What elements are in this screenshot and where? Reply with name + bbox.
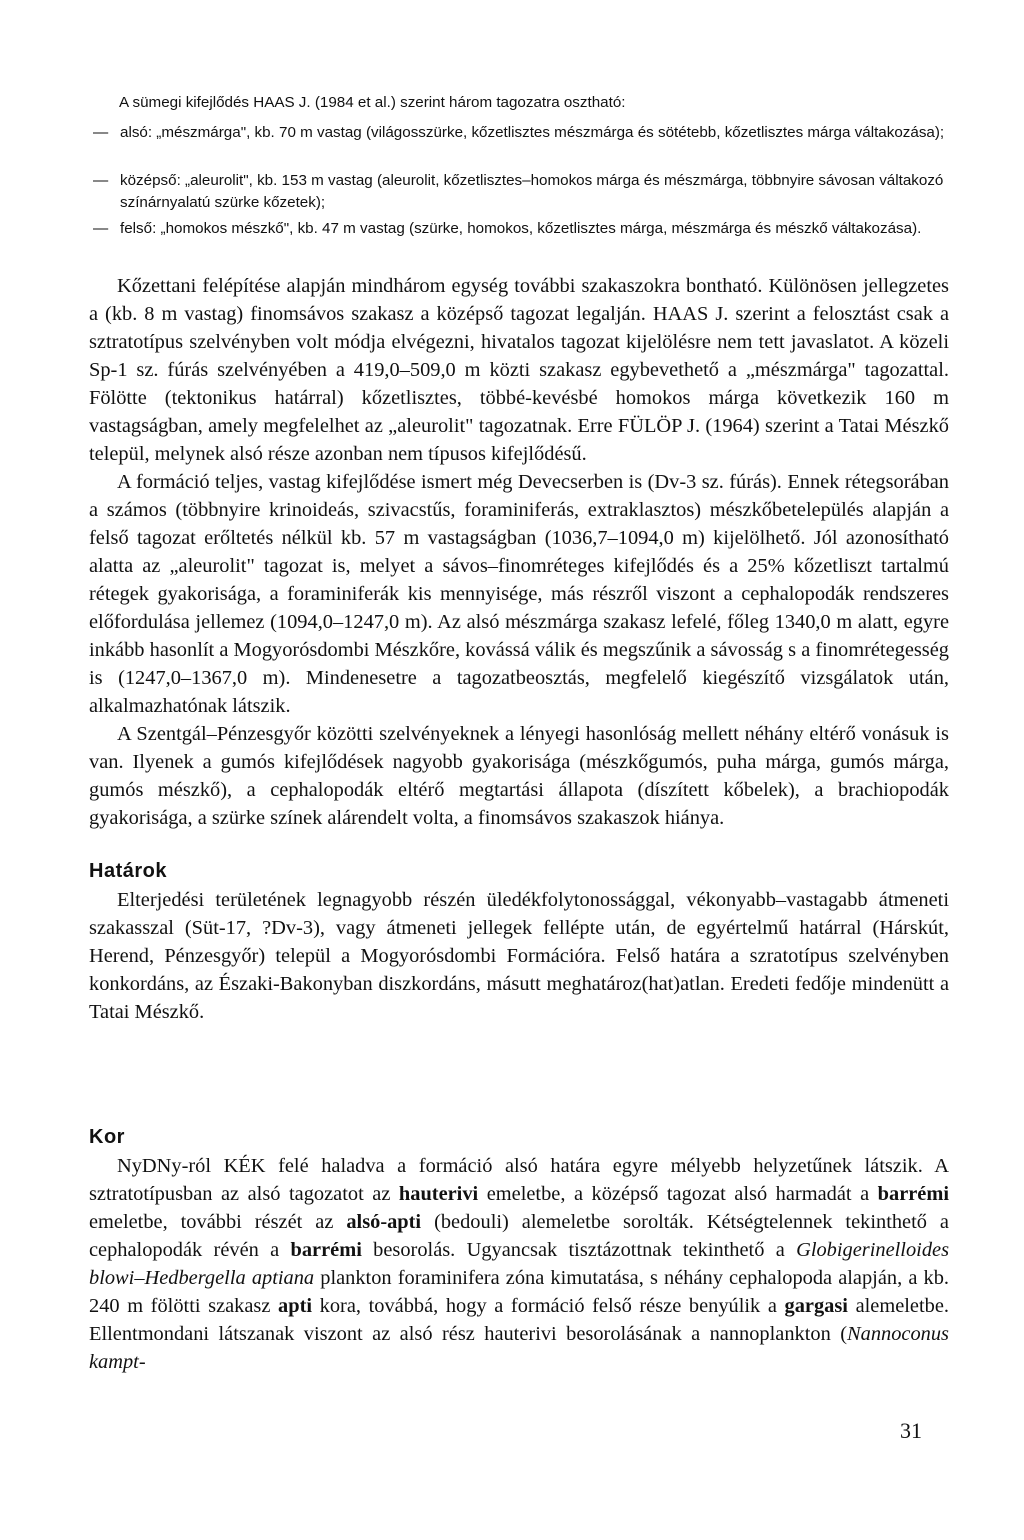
dash-bullet: — [93, 220, 109, 237]
paragraph: Kőzettani felépítése alapján mindhárom egység további szakaszokra bontható. Különösen jellegzetes a (kb. 8 m vastag) finomsávos szakasz a középső tagozat legalján. HAAS J. szerint a felosztást csak a sztratotípus szelvényben volt módja elvégezni, hivatalos tagozat kijelölésre nem tett javaslatot. A közeli Sp-1 sz. fúrás szelvényében a 419,0–509,0 m közti szakasz egybevethető a „mészmárga" tagozattal. Fölötte (tektonikus határral) kőzetlisztes, többé-kevésbé homokos márga következik 160 m vastagságban, amely megfelelhet az „aleurolit" tagozatnak. Erre FÜLÖP J. (1964) szerint a Tatai Mészkő települ, melynek alsó része azonban nem típusos kifejlődésű. [89, 275, 949, 465]
section-heading-kor: Kor [89, 1126, 125, 1148]
main-text [89, 272, 949, 832]
list-item-text: középső: „aleurolit", kb. 153 m vastag (aleurolit, kőzetlisztes–homokos márga és mészmárga, többnyire sávosan váltakozó színárnyalatú szürke kőzetek); [120, 172, 944, 211]
page-number: 31 [900, 1418, 922, 1443]
paragraph: A formáció teljes, vastag kifejlődése ismert még Devecserben is (Dv-3 sz. fúrás). Ennek rétegsorában a számos (többnyire krinoideás, szivacstűs, foraminiferás, extraklasztos) mészkőbetelepülés alapján a felső tagozat erőltetés nélkül kb. 57 m vastagságban (1036,7–1094,0 m) kijelölhető. Jól azonosítható alatta az „aleurolit" tagozat is, melyet a sávos–finomréteges kifejlődés és a 25% kőzetliszt tartalmú rétegek gyakorisága, a foraminiferák kis mennyisége, más részről viszont a cephalopodák rendszeres előfordulása jellemez (1094,0–1247,0 m). Az alsó mészmárga szakasz lefelé, főleg 1340,0 m alatt, egyre inkább hasonlít a Mogyorósdombi Mészkőre, kovássá válik és megszűnik a sávosság s a finomrétegesség is (1247,0–1367,0 m). Mindenesetre a tagozatbeosztás, megfelelő kiegészítő vizsgálatok után, alkalmazhatónak látszik. [89, 471, 949, 717]
paragraph: Elterjedési területének legnagyobb részén üledékfolytonossággal, vékonyabb–vastagabb átmeneti szakasszal (Süt-17, ?Dv-3), vagy átmeneti jellegek fellépte után, de egyértelmű határral (Hárskút, Herend, Pénzesgyőr) települ a Mogyorósdombi Formációra. Felső határa a szratotípus szelvényben konkordáns, az Északi-Bakonyban diszkordáns, másutt meghatároz(hat)atlan. Eredeti fedője mindenütt a Tatai Mészkő. [89, 889, 949, 1023]
paragraph-kor: NyDNy-ról KÉK felé haladva a formáció alsó határa egyre mélyebb helyzetűnek látszik. A sztratotípusban az alsó tagozatot az hauterivi emeletbe, a középső tagozat alsó harmadát a barrémi emeletbe, további részét az alsó-apti (bedouli) alemeletbe sorolták. Kétségtelennek tekinthető a cephalopodák révén a barrémi besorolás. Ugyancsak tisztázottnak tekinthető a Globigerinelloides blowi–Hedbergella aptiana plankton foraminifera zóna kimutatása, s néhány cephalopoda alapján, a kb. 240 m fölötti szakasz apti kora, továbbá, hogy a formáció felső része benyúlik a gargasi alemeletbe. Ellentmondani látszanak viszont az alsó rész hauterivi besorolásának a nannoplankton (Nannoconus kampt- [89, 1155, 950, 1373]
list-item [93, 170, 949, 214]
list-item [93, 122, 949, 144]
list-item [93, 218, 949, 240]
section-heading-hatarok: Határok [89, 860, 167, 882]
kor-section [89, 1152, 949, 1376]
list-item-text: alsó: „mészmárga", kb. 70 m vastag (világosszürke, kőzetlisztes mészmárga és sötétebb, kőzetlisztes márga váltakozása); [120, 124, 945, 141]
paragraph: A Szentgál–Pénzesgyőr közötti szelvényeknek a lényegi hasonlóság mellett néhány eltérő vonásuk is van. Ilyenek a gumós kifejlődések nagyobb gyakorisága (mészkőgumós, puha márga, gumós márga, gumós mészkő), a cephalopodák eltérő megtartási állapota (díszített kőbelek), a brachiopodák gyakorisága, a szürke színek alárendelt volta, a finomsávos szakaszok hiánya. [89, 723, 949, 829]
dash-bullet: — [93, 172, 109, 189]
dash-bullet: — [93, 124, 109, 141]
intro-line: A sümegi kifejlődés HAAS J. (1984 et al.) szerint három tagozatra osztható: [119, 94, 626, 111]
hatarok-section [89, 886, 949, 1026]
list-item-text: felső: „homokos mészkő", kb. 47 m vastag (szürke, homokos, kőzetlisztes márga, mészmárga és mészkő váltakozása). [120, 220, 922, 237]
